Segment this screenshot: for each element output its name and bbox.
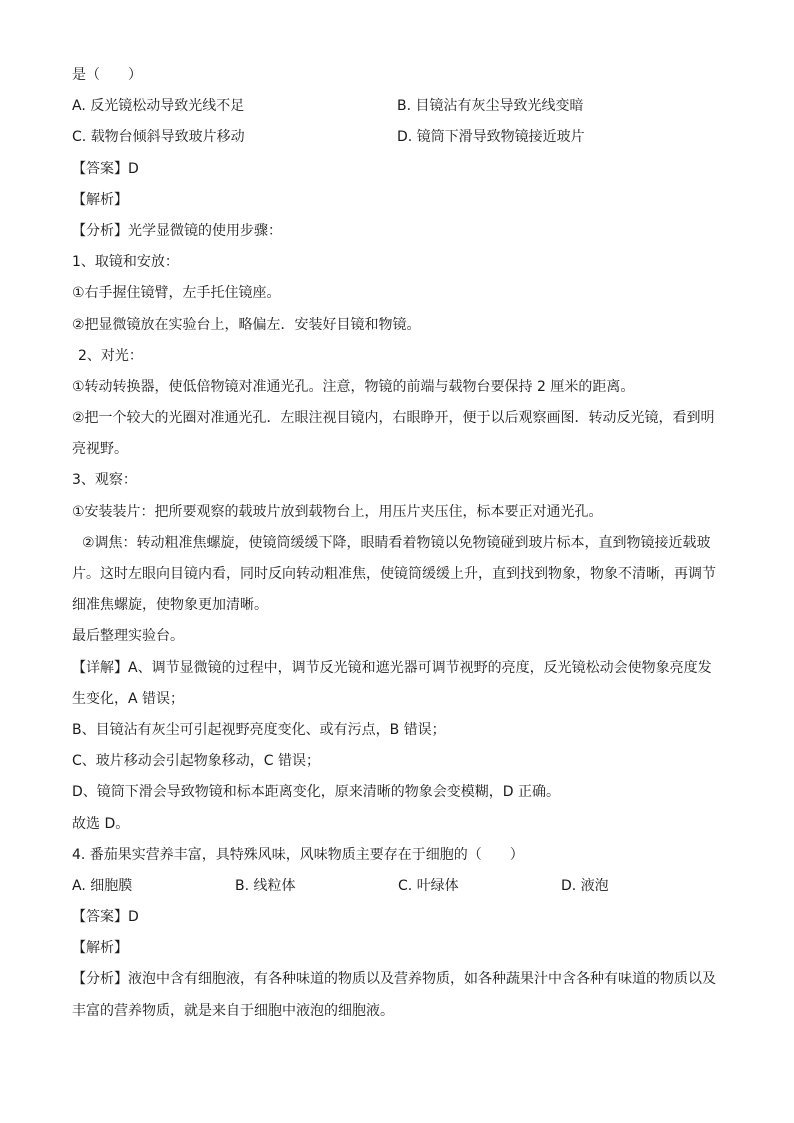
q3-detail-d: D、镜筒下滑会导致物镜和标本距离变化，原来清晰的物象会变模糊，D 正确。: [72, 784, 561, 801]
option-text: 反光镜松动导致光线不足: [90, 98, 245, 115]
option-label: A.: [72, 877, 86, 894]
q4-options-row: [72, 875, 732, 906]
q3-detail-a-line2: 生变化，A 错误；: [72, 690, 185, 707]
q3-step1-b: ②把显微镜放在实验台上，略偏左．安装好目镜和物镜。: [72, 316, 421, 333]
q4-option-d: [561, 875, 724, 906]
q3-step3-b-line1: ②调焦：转动粗准焦螺旋，使镜筒缓缓下降，眼睛看着物镜以免物镜碰到玻片标本，直到物镜接近载玻: [82, 534, 711, 551]
option-label: D.: [561, 877, 577, 894]
q4-option-c: [398, 875, 561, 906]
q3-option-d: [397, 126, 722, 157]
q3-option-c: [72, 126, 397, 157]
q3-option-a: [72, 95, 397, 126]
option-label: D.: [397, 129, 413, 146]
q3-step2-title: 2、对光：: [78, 347, 143, 364]
q3-detail-b: B、目镜沾有灰尘可引起视野亮度变化、或有污点，B 错误；: [72, 721, 446, 738]
option-text: 目镜沾有灰尘导致光线变暗: [415, 98, 584, 115]
q4-fenxi-line1: [72, 968, 732, 999]
option-label: A.: [72, 98, 86, 115]
option-text: 细胞膜: [90, 877, 133, 894]
q3-step1-a: ①右手握住镜臂，左手托住镜座。: [72, 285, 281, 302]
option-text: 液泡: [580, 877, 609, 894]
fenxi-tag: 【分析】: [72, 971, 128, 988]
detail-tag: 【详解】: [72, 659, 128, 676]
q3-step2-b-line1: ②把一个较大的光圈对准通光孔．左眼注视目镜内，右眼睁开，便于以后观察画图．转动反光镜，看到明: [72, 410, 715, 427]
q3-step1-title: 1、取镜和安放：: [72, 254, 179, 271]
q3-options-row-2: [72, 126, 732, 157]
q3-step3-b-line2: 片。这时左眼向目镜内看，同时反向转动粗准焦，使镜筒缓缓上升，直到找到物象，物象不清晰，再调节: [72, 566, 716, 582]
q4-option-b: [235, 875, 398, 906]
q3-detail-a-line1: [72, 657, 732, 688]
detail-a-text: A、调节显微镜的过程中，调节反光镜和遮光器可调节视野的亮度，反光镜松动会使物象亮度发: [128, 659, 712, 676]
q3-step2-a: ①转动转换器，使低倍物镜对准通光孔。注意，物镜的前端与载物台要保持 2 厘米的距离。: [72, 378, 635, 395]
q3-conclusion: 故选 D。: [72, 815, 130, 832]
q4-option-a: [72, 875, 235, 906]
q3-option-b: [397, 95, 722, 126]
q3-analysis-title: 【解析】: [72, 191, 128, 208]
q3-options-row-1: [72, 95, 732, 126]
q4-analysis-title: 【解析】: [72, 940, 128, 957]
q3-step3-b-line3: 细准焦螺旋，使物象更加清晰。: [72, 597, 268, 614]
q3-detail-c: C、玻片移动会引起物象移动，C 错误；: [72, 753, 320, 770]
q4-answer: 【答案】D: [72, 909, 139, 926]
q4-fenxi-line2: 丰富的营养物质，就是来自于细胞中液泡的细胞液。: [72, 1002, 394, 1019]
fenxi-text: 光学显微镜的使用步骤：: [128, 222, 282, 239]
q3-stem-tail: 是（ ）: [72, 67, 142, 83]
option-label: B.: [397, 98, 412, 115]
q3-answer: 【答案】D: [72, 160, 139, 177]
option-text: 线粒体: [253, 877, 296, 894]
q3-step3-a: ①安装装片：把所要观察的载玻片放到载物台上，用压片夹压住，标本要正对通光孔。: [72, 503, 603, 520]
option-text: 镜筒下滑导致物镜接近玻片: [416, 129, 585, 146]
document-page: [72, 64, 732, 1031]
option-text: 载物台倾斜导致玻片移动: [90, 129, 245, 146]
fenxi-text: 液泡中含有细胞液，有各种味道的物质以及营养物质，如各种蔬果汁中含各种有味道的物质以及: [128, 971, 716, 988]
option-text: 叶绿体: [416, 877, 459, 894]
fenxi-tag: 【分析】: [72, 222, 128, 239]
q3-final: 最后整理实验台。: [72, 628, 184, 645]
option-label: C.: [72, 129, 87, 146]
q3-step3-title: 3、观察：: [72, 472, 137, 489]
q3-fenxi: [72, 220, 732, 251]
q4-stem: 4. 番茄果实营养丰富，具特殊风味，风味物质主要存在于细胞的（ ）: [72, 846, 524, 863]
option-label: B.: [235, 877, 250, 894]
q3-step2-b-line2: 亮视野。: [72, 441, 128, 458]
option-label: C.: [398, 877, 413, 894]
